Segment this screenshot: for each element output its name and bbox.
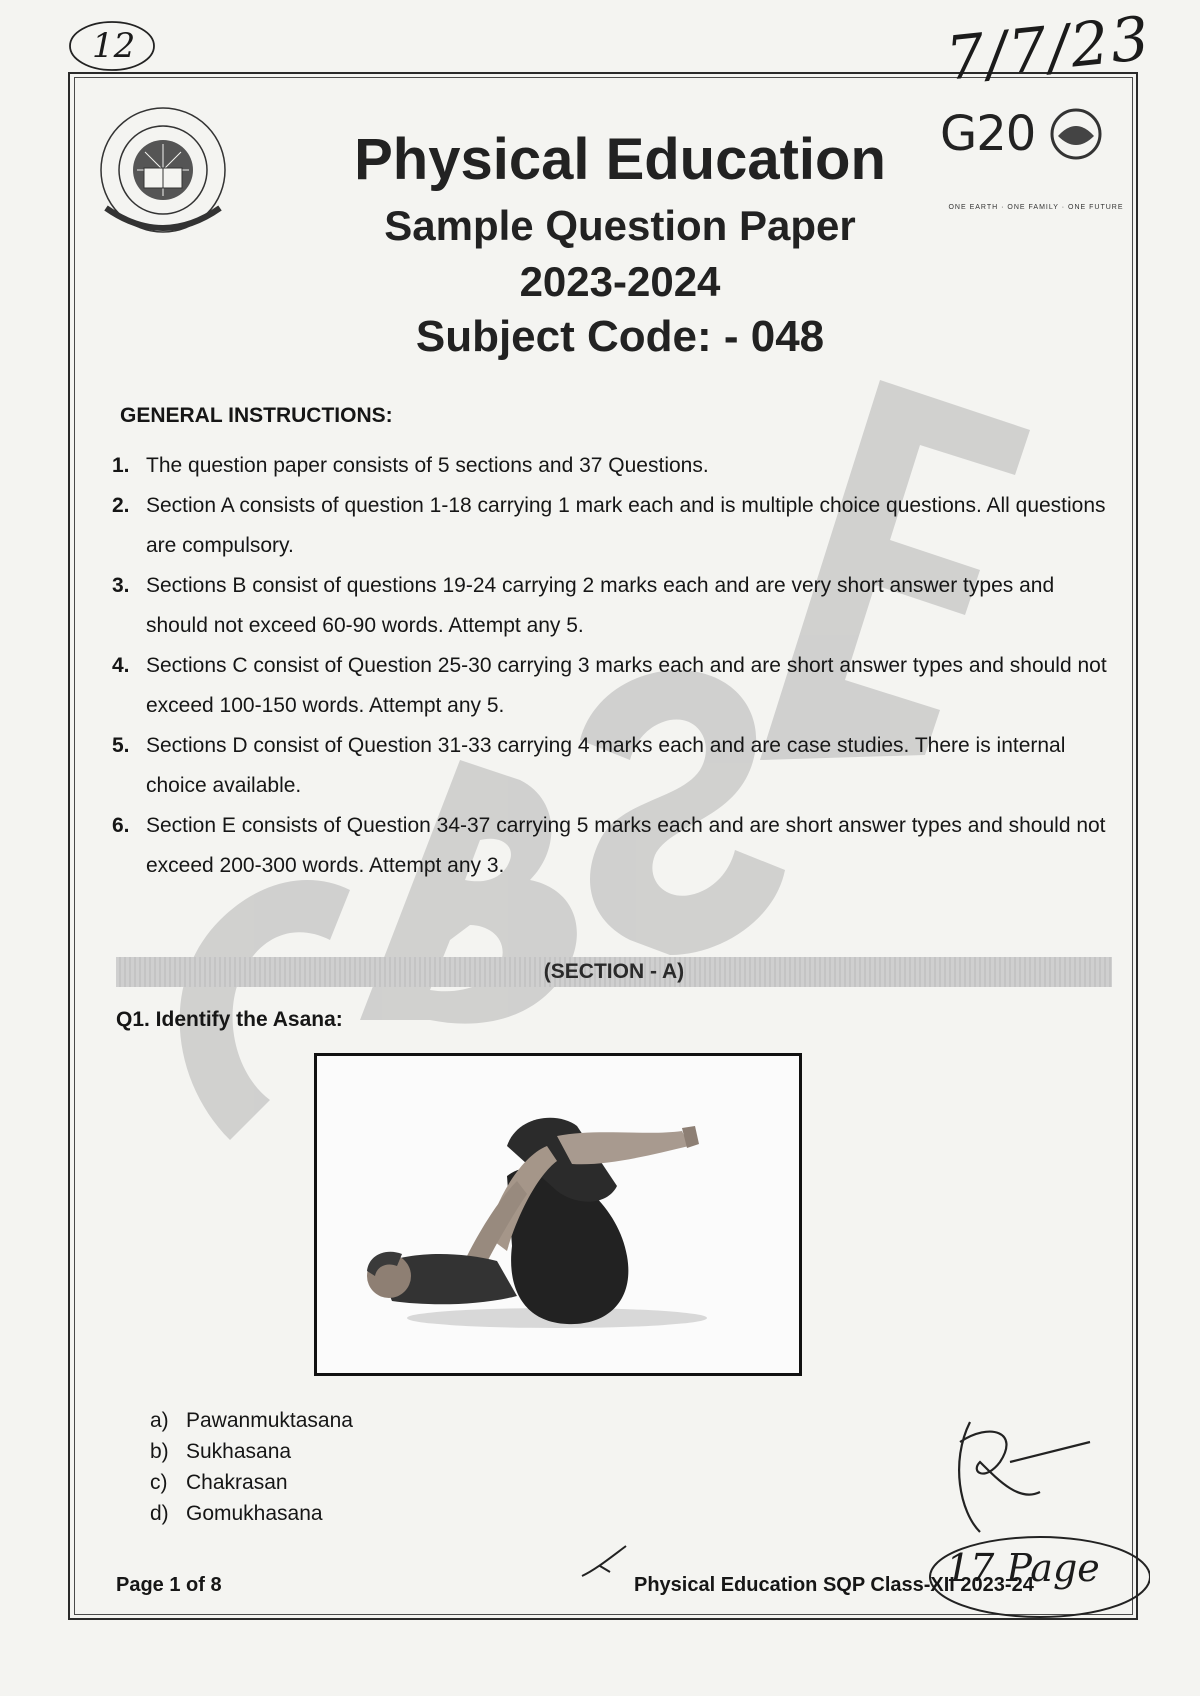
question-1-options: [150, 1405, 353, 1529]
list-item: 1. The question paper consists of 5 sections and 37 Questions.: [112, 454, 709, 477]
option-c: c) Chakrasan: [150, 1471, 288, 1494]
list-item: 4. Sections C consist of Question 25-30 carrying 3 marks each and are short answer types and should not exceed 100-150 words. Attempt any 5.: [112, 654, 1107, 717]
g20-wordmark: G20: [940, 106, 1036, 162]
handwritten-page-note: 17 Page: [946, 1546, 1100, 1590]
pen-mark: [580, 1542, 630, 1582]
list-item: 2. Section A consists of question 1-18 carrying 1 mark each and is multiple choice questions. All questions are compulsory.: [112, 494, 1106, 557]
document-title: Physical Education: [354, 127, 886, 192]
globe-lotus-icon: [1048, 106, 1104, 162]
yoga-pose-photo: [314, 1053, 802, 1376]
document-subtitle: Sample Question Paper: [384, 202, 856, 249]
g20-tagline: ONE EARTH · ONE FAMILY · ONE FUTURE: [948, 204, 1124, 211]
instructions-heading: GENERAL INSTRUCTIONS:: [120, 404, 393, 427]
list-item: 5. Sections D consist of Question 31-33 carrying 4 marks each and are case studies. There is internal choice available.: [112, 734, 1066, 797]
cbse-emblem-icon: [86, 98, 240, 238]
academic-year: 2023-2024: [519, 258, 721, 305]
instructions-list: [112, 446, 1118, 886]
option-d: d) Gomukhasana: [150, 1502, 323, 1525]
yoga-pose-illustration: [317, 1056, 799, 1373]
option-a: a) Pawanmuktasana: [150, 1409, 353, 1432]
handwritten-date: 7/7/23: [942, 3, 1155, 95]
question-1-prompt: Q1. Identify the Asana:: [116, 1008, 343, 1031]
option-b: b) Sukhasana: [150, 1440, 292, 1463]
g20-logo: [936, 100, 1136, 230]
page-indicator: Page 1 of 8: [116, 1574, 222, 1596]
handwritten-page-number: 12: [92, 26, 136, 66]
footer-document-label: Physical Education SQP Class-XII 2023-24: [634, 1574, 1034, 1596]
list-item: 3. Sections B consist of questions 19-24 carrying 2 marks each and are very short answer types and should not exceed 60-90 words. Attempt any 5.: [112, 574, 1055, 637]
subject-code: Subject Code: - 048: [415, 312, 825, 361]
list-item: 6. Section E consists of Question 34-37 carrying 5 marks each and are short answer types and should not exceed 200-300 words. Attempt any 3.: [112, 814, 1106, 877]
section-a-header: (SECTION - A): [116, 957, 1112, 987]
